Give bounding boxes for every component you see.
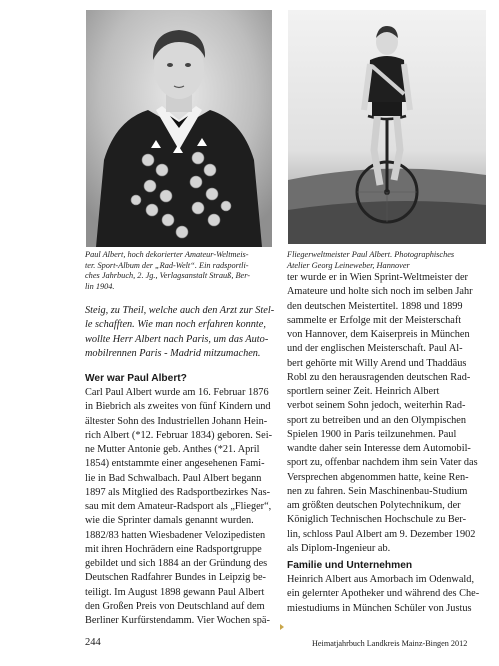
right-column-text (287, 271, 487, 556)
section-heading-familie: Familie und Unternehmen (287, 560, 413, 571)
cyclist-caption (287, 250, 487, 271)
section-heading-wer-war: Wer war Paul Albert? (85, 373, 187, 384)
text-line: sportlern seiner Zeit. Heinrich Albert (287, 386, 440, 397)
text-line: verbot seinem Sohn jedoch, weiterhin Rad- (287, 400, 466, 412)
quote-line: wollte Herr Albert nach Paris, um das Auto- (85, 333, 269, 345)
text-line: 1854) entstammte einer angesehenen Fami- (85, 458, 265, 470)
left-column-text (85, 386, 277, 628)
quote-line: le schafften. Wie man noch erfahren konnte, (85, 319, 266, 331)
quote-paragraph (85, 304, 277, 362)
caption-line: ches Jahrbuch, 2. Jg., Verlagsanstalt Strauß, Ber- (85, 271, 251, 281)
text-line: gebildet und sich 1884 an der Gründung des (85, 558, 268, 569)
text-line: sport zu, offenbar nachdem ihm sein Vater das (287, 457, 478, 469)
text-line: rich Albert (*12. Februar 1834) geboren. Sei- (85, 429, 273, 441)
caption-line: lin 1904. (85, 281, 115, 291)
text-line: Berliner Kurfürstendamm. Vier Wochen spä- (85, 615, 270, 626)
text-line: in Biebrich als zweites von fünf Kindern und (85, 401, 271, 413)
text-line: teiligt. Im August 1898 gewann Paul Albert (85, 586, 265, 598)
cyclist-image (288, 10, 486, 244)
text-line: Heinrich Albert aus Amorbach im Odenwald, (287, 574, 475, 585)
text-line: ter wurde er in Wien Sprint-Weltmeister der (287, 272, 468, 283)
text-line: ne Mutter Antonie geb. Anthes (*21. April (85, 444, 260, 455)
text-line: sammelte er Erfolge mit der Meisterschaft (287, 314, 462, 326)
portrait-photo (86, 10, 272, 247)
caption-line: Fliegerweltmeister Paul Albert. Photographisches (287, 250, 455, 259)
portrait-caption (85, 250, 275, 292)
text-line: ältester Sohn des Industriellen Johann Hein- (85, 415, 268, 427)
text-line: lie in Bad Schwalbach. Paul Albert begann (85, 472, 262, 484)
text-line: Spielen 1900 in Paris teilzunehmen. Paul (287, 428, 457, 440)
text-line: miestudiums in München Schüler von Justus (287, 602, 472, 614)
right-column-text-2 (287, 573, 487, 616)
text-line: sport zu betreiben und an den Olympischen (287, 414, 467, 426)
publication-title: Heimatjahrbuch Landkreis Mainz-Bingen 2012 (312, 639, 468, 648)
text-line: Robl zu den herausragenden deutschen Rad- (287, 371, 471, 383)
quote-line: Steig, zu Theil, welche auch den Arzt zur Stel- (85, 305, 275, 316)
cyclist-photo (288, 10, 486, 244)
text-line: Königlich Technischen Hochschule zu Ber- (287, 514, 467, 526)
text-line: Versprechen abgenommen hatte, keine Ren- (287, 471, 469, 483)
text-line: den Großen Preis von Deutschland auf dem (85, 600, 265, 612)
small-mark-icon (279, 624, 285, 630)
text-line: und der englischen Meisterschaft. Paul Al- (287, 343, 463, 355)
text-line: nen zu fahren. Sein Maschinenbau-Studium (287, 485, 468, 497)
text-line: Carl Paul Albert wurde am 16. Februar 1876 (85, 387, 269, 398)
text-line: am größten deutschen Polytechnikum, der (287, 500, 461, 511)
caption-line: Paul Albert, hoch dekorierter Amateur-Weltmeis- (85, 250, 249, 259)
text-line: den deutschen Meistertitel. 1898 und 1899 (287, 300, 463, 312)
text-line: mit ihren Hochrädern eine Radsportgruppe (85, 543, 262, 555)
text-line: sau mit dem Amateur-Radsport als „Flieger“, (85, 501, 272, 512)
text-line: ein gelernter Apotheker und während des Che- (287, 588, 480, 600)
text-line: bert gehörte mit Willy Arend und Thaddäus (287, 357, 467, 369)
text-line: lin, schloss Paul Albert am 9. Dezember 1902 (287, 528, 476, 540)
text-line: von Hannover, dem Kaiserpreis in München (287, 329, 470, 340)
quote-line: mobilrennen Paris - Madrid mitzumachen. (85, 348, 261, 360)
text-line: wandte daher sein Interesse dem Automobil- (287, 443, 471, 454)
caption-line: Atelier Georg Leineweber, Hannover (287, 260, 410, 270)
text-line: als Diplom-Ingenieur ab. (287, 542, 391, 554)
text-line: 1897 als Mitglied des Radsportbezirkes Nas- (85, 486, 271, 498)
text-line: 1882/83 hatten Wiesbadener Velozipedisten (85, 529, 266, 541)
text-line: Amateure und holte sich noch im selben Jahr (287, 286, 473, 298)
decorated-man-image (86, 10, 272, 247)
text-line: wie die Sprinter damals genannt wurden. (85, 515, 254, 527)
text-line: Deutschen Radfahrer Bundes in Leipzig be- (85, 572, 266, 584)
caption-line: ter. Sport-Album der „Rad-Welt“. Ein radsportli- (85, 260, 249, 270)
page-number: 244 (85, 637, 101, 648)
